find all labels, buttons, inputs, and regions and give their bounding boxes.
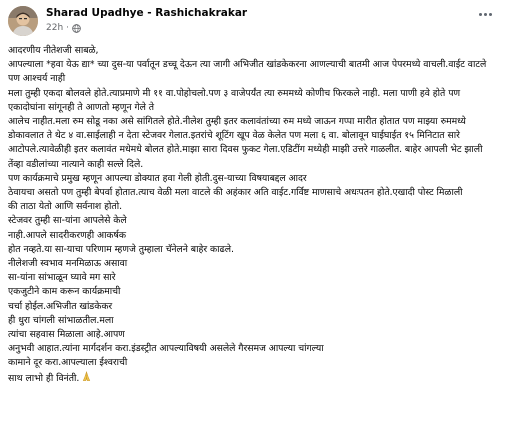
post-subline [46, 22, 247, 34]
post-paragraph: नीलेशजी स्वभाव मनमिळाऊ असावा [8, 258, 128, 270]
post-meta [46, 6, 247, 34]
folded-hands-icon [81, 371, 92, 382]
post-header [8, 6, 498, 44]
globe-icon[interactable] [72, 24, 81, 33]
post-paragraph: एकजुटीने काम करून कार्यक्रमाची [8, 286, 121, 298]
post-paragraph: स्टेजवर तुम्ही सा-यांना आपलेसे केले [8, 215, 127, 227]
post-paragraph: ही धुरा चांगली सांभाळतील.मला [8, 314, 114, 326]
post-paragraph: ठेवायचा असतो पण तुम्ही बेपर्वा होतात.त्याच वेळी मला वाटले की अहंकार अति वाईट.गर्विष्ट माणसाचे अधःपतन होते.एखादी पोस्ट मिळाली [8, 187, 463, 199]
post-paragraph: अनुभवी आहात.त्यांना मार्गदर्शन करा.इंडस्ट्रीत आपल्याविषयी असलेले गैरसमज आपल्या चांगल्या [8, 343, 324, 355]
post-paragraph: होत नव्हते.या सा-याचा परिणाम म्हणजे तुम्हाला चॅनेलने बाहेर काढले. [8, 243, 234, 255]
post-body [8, 44, 498, 386]
post-paragraph: कामाने दूर करा.आपल्याला ईश्वराची [8, 357, 128, 369]
post-paragraph: चर्चा होईल.अभिजीत खांडकेकर [8, 300, 113, 312]
more-options-icon[interactable] [474, 6, 496, 22]
profile-photo [8, 6, 38, 36]
post-paragraph-last [8, 371, 498, 386]
post-paragraph: त्यांचा सहवास मिळाला आहे.आपण [8, 329, 125, 341]
post-paragraph: सा-यांना सांभाळून घ्यावे मग सारे [8, 272, 116, 284]
post-paragraph: की ताठा येतो आणि सर्वनाश होतो. [8, 201, 122, 213]
post-paragraph: पण कार्यक्रमाचे प्रमुख म्हणून आपल्या डोक्यात हवा गेली होती.दुस-याच्या विषयाबद्दल आदर [8, 172, 307, 184]
post-paragraph: आपल्याला *हवा येऊ द्या* च्या दुस-या पर्वातून डच्चू देऊन त्या जागी अभिजीत खांडकेकरना आणल्याची बातमी आज पेपरमध्ये वाचली.वाईट वाटले पण आश्चर्य नाही [8, 59, 490, 85]
post-paragraph: आलेच नाहीत.मला रुम सोडू नका असे सांगितले होते.नीलेश तुम्ही इतर कलावंतांच्या रुम मध्ये जाऊन गप्पा मारीत होतात पण माझ्या रुममध्ये [8, 116, 466, 128]
post-paragraph: मला तुम्ही एकदा बोलवले होते.त्याप्रमाणे मी ११ वा.पोहोचलो.पण ३ वाजेपर्यंत त्या रुममध्ये कोणीच फिरकले नाही. मला पाणी हवे होते पण एकादोघांना सांगूनही ते आणतो म्हणून गेले ते [8, 87, 463, 113]
closing-line: साथ लाभो ही विनंती. [8, 372, 80, 384]
post-paragraph: नाही.आपले सादरीकरणही आकर्षक [8, 229, 126, 241]
author-name[interactable]: Sharad Upadhye - Rashichakrakar [46, 7, 248, 19]
avatar[interactable] [8, 6, 38, 36]
post-paragraph: डोकावलात ते थेट ४ वा.साईलाही न देता स्टेजवर गेलात.इतरांचे शूटिंग खूप वेळ केलेत पण मला ६ वा. बोलावून घाईघाईत १५ मिनिटात सारे आटोपले.त्यावेळीही इतर कलावंत मधेमधे बोलत होते.माझा सारा दिवस फुकट गेला.एडिटींग मध्येही माझी उत्तरे गाळलीत. बाहेर आपली भेट झाली तेंव्हा वडीलांच्या नात्याने काही सल्ले दिले. [8, 130, 486, 170]
post-timestamp[interactable]: 22h [46, 23, 64, 33]
post-paragraph: आदरणीय नीतेशजी साबळे, [8, 45, 99, 56]
separator-dot: · [66, 23, 70, 33]
